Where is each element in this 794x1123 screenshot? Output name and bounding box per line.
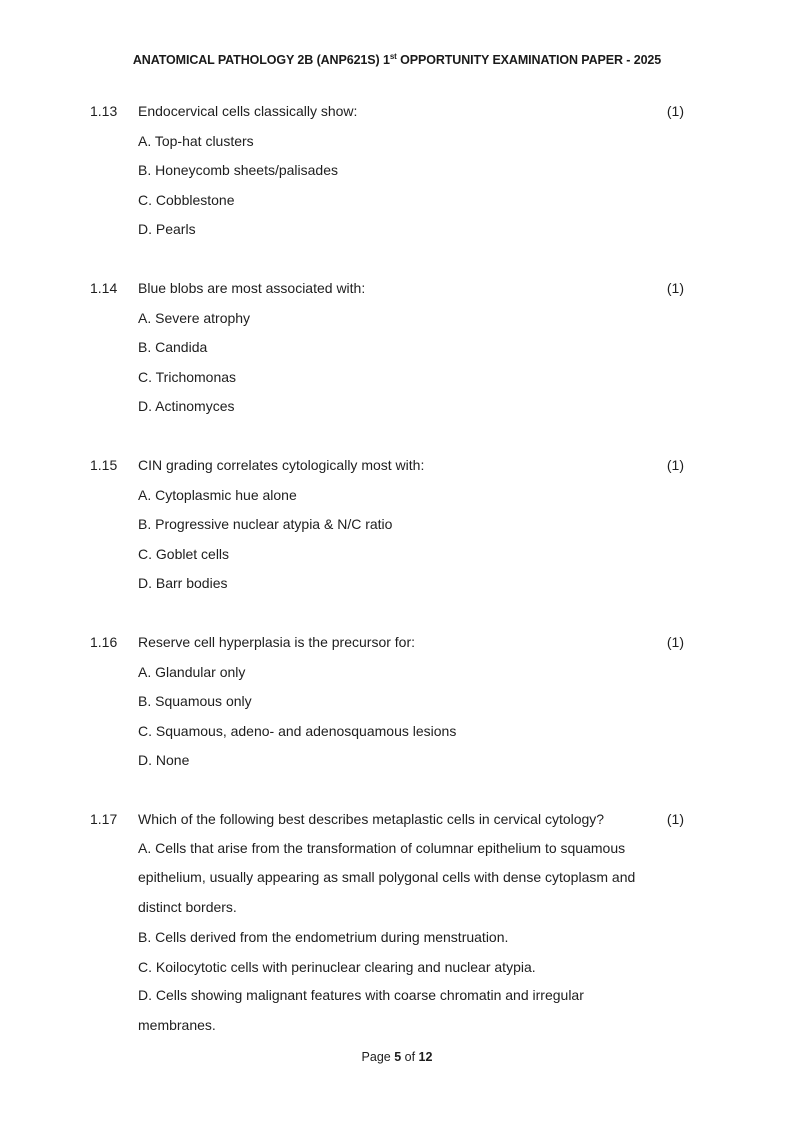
option-b: B. Candida xyxy=(138,339,208,355)
option-a: A. Top-hat clusters xyxy=(138,132,254,149)
option-a: A. Cells that arise from the transformation of columnar epithelium to squamous epithelium, usually appearing as small polygonal cells with dense cytoplasm and distinct borders. xyxy=(138,839,636,915)
page-footer xyxy=(0,1050,794,1064)
question-1-14 xyxy=(90,278,690,426)
question-1-16 xyxy=(90,632,690,780)
option-a: A. Severe atrophy xyxy=(138,309,251,326)
page-of: of xyxy=(401,1050,419,1064)
question-number: 1.15 xyxy=(90,457,118,473)
option-c: C. Trichomonas xyxy=(138,368,237,385)
page-label: Page xyxy=(361,1050,395,1064)
question-text: Which of the following best describes metaplastic cells in cervical cytology? xyxy=(138,811,605,827)
option-c: C. Koilocytotic cells with perinuclear clearing and nuclear atypia. xyxy=(138,958,536,975)
option-c: C. Cobblestone xyxy=(138,191,235,208)
page-total: 12 xyxy=(418,1050,433,1064)
question-marks: (1) xyxy=(666,457,684,473)
question-number: 1.17 xyxy=(90,811,118,827)
question-marks: (1) xyxy=(666,634,684,650)
question-1-17 xyxy=(90,809,690,1045)
option-a: A. Cytoplasmic hue alone xyxy=(138,486,297,503)
question-marks: (1) xyxy=(666,280,684,296)
header-title-suffix: OPPORTUNITY EXAMINATION PAPER - 2025 xyxy=(396,53,662,68)
question-text: CIN grading correlates cytologically most with: xyxy=(138,457,425,473)
question-text: Blue blobs are most associated with: xyxy=(138,280,366,296)
question-number: 1.14 xyxy=(90,280,118,296)
question-text: Reserve cell hyperplasia is the precursor for: xyxy=(138,634,416,650)
option-c: C. Squamous, adeno- and adenosquamous lesions xyxy=(138,722,457,739)
page-header xyxy=(0,52,794,67)
option-b: B. Honeycomb sheets/palisades xyxy=(138,162,338,178)
option-a: A. Glandular only xyxy=(138,663,246,680)
question-number: 1.13 xyxy=(90,103,118,119)
header-title-prefix: ANATOMICAL PATHOLOGY 2B (ANP621S) 1 xyxy=(132,53,390,68)
option-d: D. Barr bodies xyxy=(138,575,228,591)
question-text: Endocervical cells classically show: xyxy=(138,103,358,119)
question-1-13 xyxy=(90,101,690,249)
option-b: B. Progressive nuclear atypia & N/C ratio xyxy=(138,516,393,532)
option-b: B. Cells derived from the endometrium during menstruation. xyxy=(138,929,509,945)
question-1-15 xyxy=(90,455,690,603)
header-title-sup: st xyxy=(389,52,397,61)
option-c: C. Goblet cells xyxy=(138,545,230,562)
option-d: D. Cells showing malignant features with coarse chromatin and irregular membranes. xyxy=(138,987,584,1033)
option-d: D. Actinomyces xyxy=(138,398,235,414)
option-d: D. None xyxy=(138,752,190,768)
option-d: D. Pearls xyxy=(138,221,196,237)
question-number: 1.16 xyxy=(90,634,118,650)
question-marks: (1) xyxy=(666,103,684,119)
question-marks: (1) xyxy=(666,811,684,827)
page-current: 5 xyxy=(394,1050,402,1064)
option-b: B. Squamous only xyxy=(138,693,252,709)
